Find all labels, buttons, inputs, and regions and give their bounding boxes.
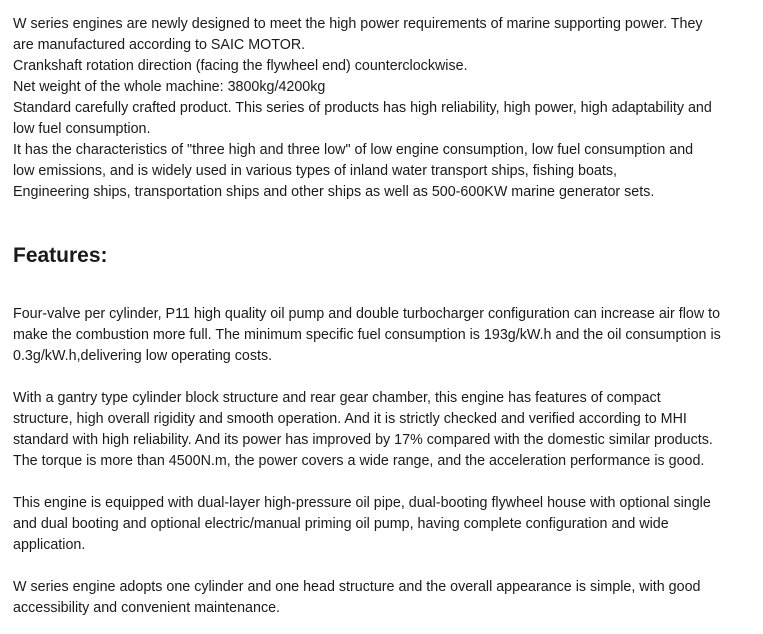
feature-line: This engine is equipped with dual-layer high-pressure oil pipe, dual-booting flywheel house with optional single [13, 495, 711, 511]
feature-line: and dual booting and optional electric/manual priming oil pump, having complete configuration and wide [13, 516, 669, 532]
feature-paragraph [13, 304, 751, 367]
feature-paragraph [13, 577, 751, 619]
features-heading: Features: [13, 244, 108, 267]
intro-line: W series engines are newly designed to meet the high power requirements of marine supporting power. They [13, 16, 703, 32]
intro-line: Crankshaft rotation direction (facing the flywheel end) counterclockwise. [13, 58, 468, 74]
feature-line: The torque is more than 4500N.m, the power covers a wide range, and the acceleration performance is good. [13, 453, 705, 469]
feature-line: standard with high reliability. And its power has improved by 17% compared with the domestic similar products. [13, 432, 713, 448]
feature-line: With a gantry type cylinder block structure and rear gear chamber, this engine has features of compact [13, 390, 661, 406]
intro-line: Net weight of the whole machine: 3800kg/4200kg [13, 79, 326, 95]
feature-line: make the combustion more full. The minimum specific fuel consumption is 193g/kW.h and the oil consumption is [13, 327, 721, 343]
intro-line: low emissions, and is widely used in various types of inland water transport ships, fishing boats, [13, 163, 617, 179]
intro-line: Engineering ships, transportation ships and other ships as well as 500-600KW marine generator sets. [13, 184, 655, 200]
intro-line: It has the characteristics of "three high and three low" of low engine consumption, low fuel consumption and [13, 142, 694, 158]
feature-line: W series engine adopts one cylinder and one head structure and the overall appearance is simple, with good [13, 579, 701, 595]
intro-line: Standard carefully crafted product. This series of products has high reliability, high power, high adaptability and [13, 100, 712, 116]
intro-text [13, 14, 751, 203]
feature-line: accessibility and convenient maintenance. [13, 600, 281, 616]
features-section [13, 304, 751, 619]
intro-line: are manufactured according to SAIC MOTOR. [13, 37, 306, 53]
intro-line: low fuel consumption. [13, 121, 151, 137]
feature-paragraph [13, 493, 751, 556]
feature-line: structure, high overall rigidity and smooth operation. And it is strictly checked and verified according to MHI [13, 411, 687, 427]
feature-line: 0.3g/kW.h,delivering low operating costs. [13, 348, 273, 364]
feature-paragraph [13, 388, 751, 472]
feature-line: Four-valve per cylinder, P11 high quality oil pump and double turbocharger configuration can increase air flow to [13, 306, 721, 322]
feature-line: application. [13, 537, 86, 553]
